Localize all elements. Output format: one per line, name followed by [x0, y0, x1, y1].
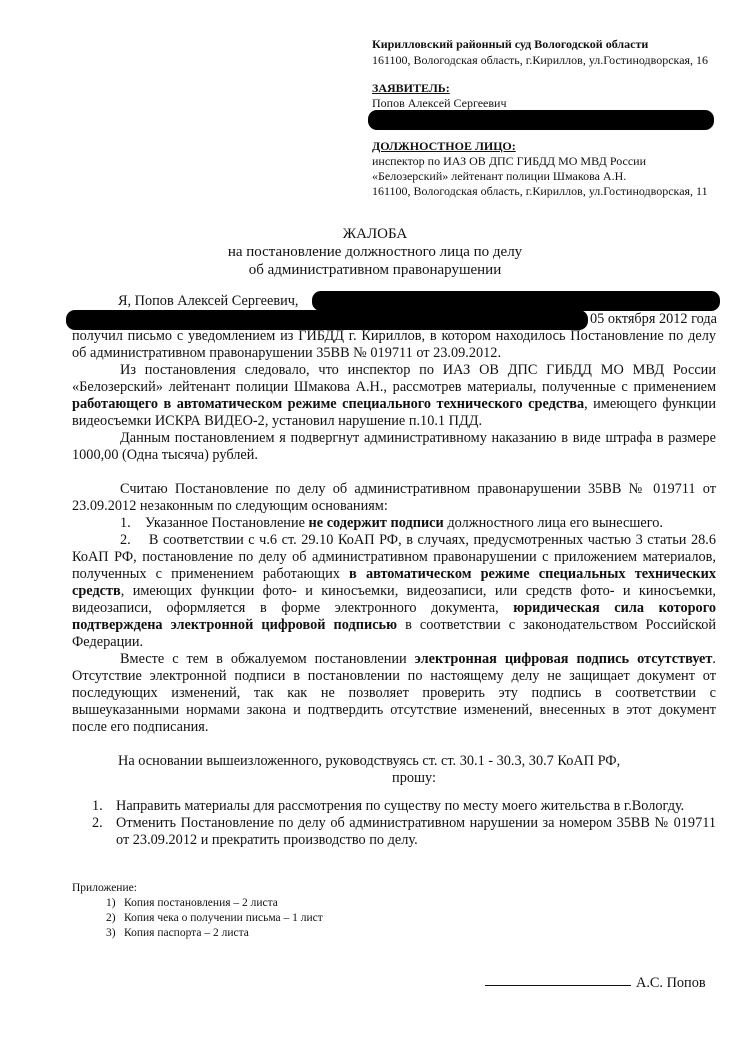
paragraph-basis: На основании вышеизложенного, руководствуясь ст. ст. 30.1 - 30.3, 30.7 КоАП РФ, [118, 753, 621, 769]
paragraph-resolution: Из постановления следовало, что инспектор по ИАЗ ОВ ДПС ГИБДД МО МВД России «Белозерский» лейтенант полиции Шмакова А.Н., рассмотрев материалы, полученные с применением работающего в автоматическом режиме специального технического средства, имеющего функции видеосъемки ИСКРА ВИДЕО-2, установил нарушение п.10.1 ПДД. [72, 362, 716, 429]
ask-word: прошу: [392, 770, 436, 786]
redaction-bar [312, 291, 720, 311]
court-name: Кирилловский районный суд Вологодской области [372, 37, 649, 51]
request-item: 2. Отменить Постановление по делу об административном нарушении за номером 35ВВ № 019711 от 23.09.2012 и прекратить производство по делу. [92, 815, 716, 848]
official-heading: ДОЛЖНОСТНОЕ ЛИЦО: [372, 139, 516, 153]
ground-item-2: 2. В соответствии с ч.6 ст. 29.10 КоАП РФ, в случаях, предусмотренных частью 3 статьи 28.6 КоАП РФ, постановление по делу об административном правонарушении с приложением материалов, полученных с применением работающих в автоматическом режиме специальных технических средств, имеющих функции фото- и киносъемки, видеозаписи, или средств фото- и киносъемки, видеозаписи, оформляется в форме электронного документа, юридическая сила которого подтверждена электронной цифровой подписью в соответствии с законодательством Российской Федерации. [72, 532, 717, 650]
ground-item-1: 1. Указанное Постановление не содержит подписи должностного лица его вынесшего. [120, 515, 663, 531]
attachments [72, 881, 323, 941]
redaction-bar [368, 110, 714, 130]
official-line-1: инспектор по ИАЗ ОВ ДПС ГИБДД МО МВД России [372, 154, 646, 168]
paragraph-grounds: Считаю Постановление по делу об административном правонарушении 35ВВ № 019711 от 23.09.2012 незаконным по следующим основаниям: [72, 481, 716, 514]
official-line-3: 161100, Вологодская область, г.Кириллов, ул.Гостинодворская, 11 [372, 184, 708, 198]
document-subtitle-1: на постановление должностного лица по делу [227, 244, 523, 260]
applicant-heading: ЗАЯВИТЕЛЬ: [372, 81, 450, 95]
request-item: 1. Направить материалы для рассмотрения по существу по месту моего жительства в г.Вологду. [92, 798, 685, 814]
request-list [92, 798, 716, 849]
signature-name: А.С. Попов [636, 975, 706, 991]
attachments-heading: Приложение: [72, 882, 137, 894]
intro-start: Я, Попов Алексей Сергеевич, [118, 293, 299, 309]
document-title: ЖАЛОБА [342, 226, 408, 242]
attachment-item: 2) Копия чека о получении письма – 1 лист [106, 912, 323, 924]
paragraph-received: получил письмо с уведомлением из ГИБДД г. Кириллов, в котором находилось Постановление по делу об административном правонарушении 35ВВ № 019711 от 23.09.2012. [72, 328, 716, 361]
attachment-item: 1) Копия постановления – 2 листа [106, 897, 278, 909]
official-line-2: «Белозерский» лейтенант полиции Шмакова А.Н. [372, 169, 627, 183]
intro-date: 05 октября 2012 года [590, 311, 718, 327]
document-subtitle-2: об административном правонарушении [248, 262, 502, 278]
attachment-item: 3) Копия паспорта – 2 листа [106, 927, 249, 939]
redaction-bar [66, 310, 588, 330]
paragraph-fine: Данным постановлением я подвергнут административному наказанию в виде штрафа в размере 1000,00 (Одна тысяча) рублей. [72, 430, 716, 463]
complaint-body [72, 328, 716, 787]
paragraph-no-signature: Вместе с тем в обжалуемом постановлении электронная цифровая подпись отсутствует. Отсутствие электронной подписи в постановлении по настоящему делу не защищает документ от последующих изменений, так как не позволяет проверить эту подпись в соответствии с вышеуказанными нормами закона и подтвердить отсутствие изменений, внесенных в этот документ после его подписания. [72, 651, 716, 735]
signature-line [485, 985, 631, 986]
applicant-name: Попов Алексей Сергеевич [372, 96, 507, 110]
court-address: 161100, Вологодская область, г.Кириллов, ул.Гостинодворская, 16 [372, 53, 709, 67]
